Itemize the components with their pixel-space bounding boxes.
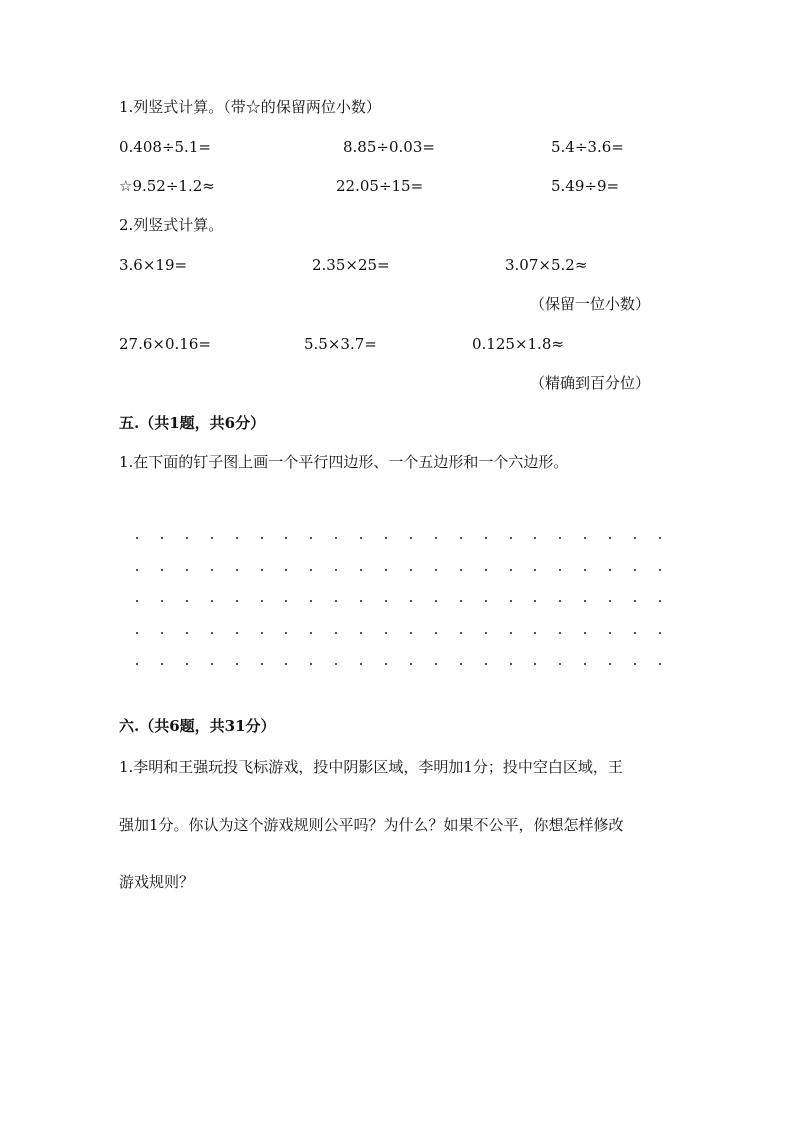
nail-dot	[261, 600, 263, 602]
nail-dot	[584, 600, 586, 602]
section-six-q1-line1: 1.李明和王强玩投飞标游戏，投中阴影区域，李明加1分；投中空白区域，王	[119, 758, 623, 776]
nail-dot	[236, 569, 238, 571]
nail-dot	[261, 569, 263, 571]
nail-dot	[360, 663, 362, 665]
nail-dot	[659, 663, 661, 665]
nail-dot	[136, 663, 138, 665]
nail-dot	[659, 569, 661, 571]
note-round-one-decimal: （保留一位小数）	[530, 295, 651, 313]
nail-dot	[485, 600, 487, 602]
nail-dot	[161, 537, 163, 539]
nail-dot	[510, 537, 512, 539]
nail-dot	[485, 663, 487, 665]
nail-dot	[510, 632, 512, 634]
nail-dot	[285, 632, 287, 634]
nail-dot	[410, 569, 412, 571]
nail-dot	[211, 632, 213, 634]
nail-dot	[360, 537, 362, 539]
nail-dot	[136, 632, 138, 634]
nail-dot	[161, 632, 163, 634]
nail-dot	[385, 569, 387, 571]
nail-dot	[335, 600, 337, 602]
nail-dot	[161, 663, 163, 665]
nail-dot	[285, 600, 287, 602]
nail-dot	[335, 537, 337, 539]
nail-dot	[186, 663, 188, 665]
section-six-q1-line2: 强加1分。你认为这个游戏规则公平吗？为什么？如果不公平，你想怎样修改	[119, 816, 624, 834]
nail-dot	[435, 663, 437, 665]
q1-prompt: 1.列竖式计算。（带☆的保留两位小数）	[119, 98, 381, 116]
nail-dot	[211, 663, 213, 665]
nail-dot	[485, 632, 487, 634]
nail-dot	[410, 537, 412, 539]
nail-dot	[559, 569, 561, 571]
nail-dot	[659, 537, 661, 539]
nail-dot	[236, 632, 238, 634]
nail-dot	[360, 632, 362, 634]
nail-dot	[285, 663, 287, 665]
nail-dot	[285, 569, 287, 571]
nail-dot	[634, 537, 636, 539]
nail-dot	[261, 632, 263, 634]
nail-dot	[136, 569, 138, 571]
nail-dot	[186, 537, 188, 539]
nail-dot	[161, 569, 163, 571]
nail-dot	[410, 632, 412, 634]
nail-dot	[534, 537, 536, 539]
nail-dot	[584, 569, 586, 571]
expr-3-07-times-5-2: 3.07×5.2≈	[505, 256, 588, 274]
nail-dot	[485, 569, 487, 571]
nail-dot	[186, 569, 188, 571]
nail-dot	[236, 600, 238, 602]
nail-dot	[310, 632, 312, 634]
nail-dot	[261, 663, 263, 665]
nail-dot	[335, 569, 337, 571]
nail-dot	[360, 569, 362, 571]
section-five-q1: 1.在下面的钉子图上画一个平行四边形、一个五边形和一个六边形。	[119, 453, 569, 471]
nail-dot	[534, 632, 536, 634]
expr-5-5-times-3-7: 5.5×3.7=	[304, 335, 377, 353]
nail-dot	[261, 537, 263, 539]
nail-dot	[609, 632, 611, 634]
expr-5-49-div-9: 5.49÷9=	[551, 177, 620, 195]
nail-dot	[659, 600, 661, 602]
expr-9-52-div-1-2: ☆9.52÷1.2≈	[119, 177, 215, 195]
nail-dot	[435, 600, 437, 602]
nail-dot	[385, 663, 387, 665]
nail-dot	[310, 600, 312, 602]
nail-dot	[559, 537, 561, 539]
nail-dot	[285, 537, 287, 539]
nail-dot	[460, 632, 462, 634]
nail-dot	[460, 537, 462, 539]
nail-dot	[211, 600, 213, 602]
nail-dot	[310, 569, 312, 571]
nail-dot	[360, 600, 362, 602]
nail-dot	[634, 632, 636, 634]
expr-0-125-times-1-8: 0.125×1.8≈	[472, 335, 564, 353]
nail-dot	[410, 600, 412, 602]
nail-dot	[559, 632, 561, 634]
nail-dot	[385, 632, 387, 634]
nail-dot	[510, 600, 512, 602]
note-to-hundredths: （精确到百分位）	[530, 374, 651, 392]
expr-0-408-div-5-1: 0.408÷5.1=	[119, 138, 211, 156]
nail-dot	[634, 663, 636, 665]
nail-dot	[659, 632, 661, 634]
nail-dot	[634, 569, 636, 571]
nail-dot	[161, 600, 163, 602]
nail-dot	[186, 600, 188, 602]
nail-dot	[485, 537, 487, 539]
nail-dot	[584, 537, 586, 539]
nail-dot	[460, 569, 462, 571]
nail-dot	[609, 663, 611, 665]
nail-dot	[186, 632, 188, 634]
nail-dot	[609, 569, 611, 571]
nail-dot	[310, 537, 312, 539]
nail-dot	[609, 537, 611, 539]
nail-dot	[335, 663, 337, 665]
section-five-heading: 五.（共1题，共6分）	[119, 414, 266, 432]
expr-2-35-times-25: 2.35×25=	[312, 256, 390, 274]
nail-dot	[510, 569, 512, 571]
nail-dot	[534, 569, 536, 571]
expr-27-6-times-0-16: 27.6×0.16=	[119, 335, 211, 353]
nail-dot	[460, 663, 462, 665]
expr-3-6-times-19: 3.6×19=	[119, 256, 188, 274]
nail-dot	[559, 663, 561, 665]
section-six-q1-line3: 游戏规则？	[119, 873, 195, 891]
expr-8-85-div-0-03: 8.85÷0.03=	[343, 138, 435, 156]
expr-22-05-div-15: 22.05÷15=	[336, 177, 424, 195]
nail-dot	[435, 632, 437, 634]
nail-dot	[211, 537, 213, 539]
nail-dot	[410, 663, 412, 665]
nail-dot	[385, 600, 387, 602]
nail-dot	[435, 537, 437, 539]
nail-dot	[559, 600, 561, 602]
nail-dot	[584, 632, 586, 634]
nail-dot	[236, 537, 238, 539]
nail-dot	[460, 600, 462, 602]
nail-dot	[609, 600, 611, 602]
nail-dot	[236, 663, 238, 665]
nail-dot	[584, 663, 586, 665]
q2-prompt: 2.列竖式计算。	[119, 216, 224, 234]
nail-dot	[136, 537, 138, 539]
nail-dot	[385, 537, 387, 539]
nail-dot	[534, 663, 536, 665]
nail-dot	[435, 569, 437, 571]
nail-dot	[534, 600, 536, 602]
expr-5-4-div-3-6: 5.4÷3.6=	[551, 138, 624, 156]
nail-dot	[510, 663, 512, 665]
nail-dot	[335, 632, 337, 634]
nail-dot	[211, 569, 213, 571]
nail-dot	[136, 600, 138, 602]
nail-dot	[310, 663, 312, 665]
nail-dot	[634, 600, 636, 602]
section-six-heading: 六.（共6题，共31分）	[119, 717, 276, 735]
